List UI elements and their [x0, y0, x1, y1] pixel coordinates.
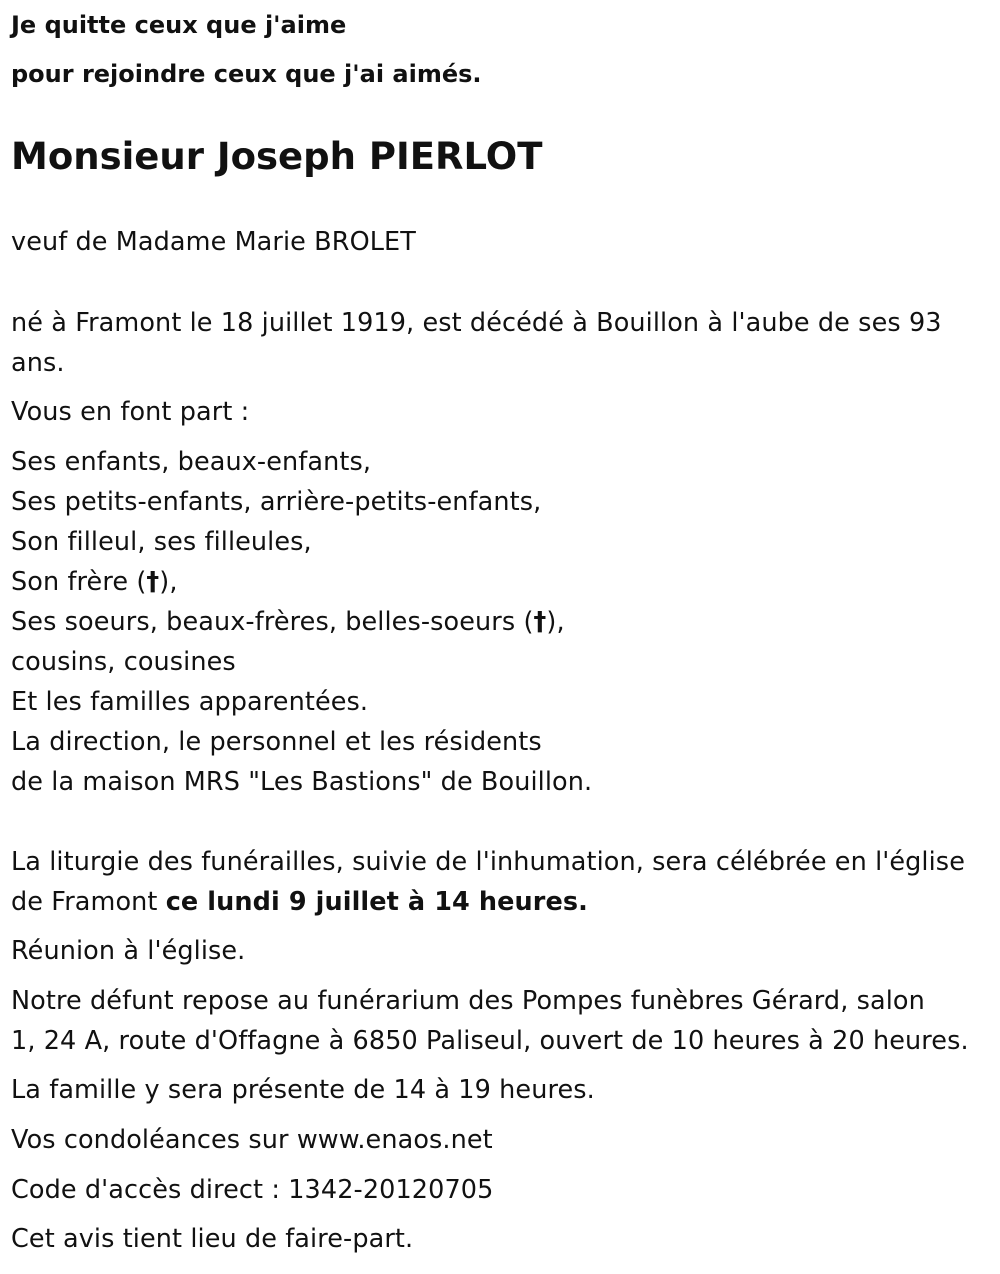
epigraph-line-1: Je quitte ceux que j'aime: [11, 11, 347, 39]
family-line: [11, 522, 592, 562]
family-line: [11, 602, 592, 642]
family-line: [11, 482, 592, 522]
family-line-text: de la maison MRS "Les Bastions" de Bouillon.: [11, 767, 593, 797]
funeral-line-1: La liturgie des funérailles, suivie de l'inhumation, sera célébrée en l'église: [11, 847, 965, 877]
family-line: [11, 722, 592, 762]
family-line-text: La direction, le personnel et les résidents: [11, 727, 542, 757]
deceased-name: Monsieur Joseph PIERLOT: [11, 135, 543, 178]
family-line: [11, 682, 592, 722]
funeral-date-time: ce lundi 9 juillet à 14 heures.: [165, 887, 588, 917]
spouse-line: veuf de Madame Marie BROLET: [11, 227, 416, 257]
epigraph-line-2: pour rejoindre ceux que j'ai aimés.: [11, 60, 482, 88]
announcement-intro: Vous en font part :: [11, 397, 250, 427]
family-line: [11, 642, 592, 682]
family-line: [11, 762, 592, 802]
birth-death-line-2: ans.: [11, 348, 65, 378]
family-line-text: Son filleul, ses filleules,: [11, 527, 312, 557]
funeral-line-2-prefix: de Framont: [11, 887, 166, 917]
family-line-text: Ses enfants, beaux-enfants,: [11, 447, 372, 477]
family-line-text: Son frère (: [11, 567, 147, 597]
access-code-line: Code d'accès direct : 1342-20120705: [11, 1175, 494, 1205]
family-presence-line: La famille y sera présente de 14 à 19 heures.: [11, 1075, 595, 1105]
funeral-line-2: [11, 882, 588, 922]
family-line-text: Et les familles apparentées.: [11, 687, 369, 717]
cross-icon: †: [533, 607, 547, 637]
family-line-text: Ses petits-enfants, arrière-petits-enfants,: [11, 487, 542, 517]
meeting-line: Réunion à l'église.: [11, 936, 246, 966]
family-line: [11, 562, 592, 602]
condolences-line: Vos condoléances sur www.enaos.net: [11, 1125, 493, 1155]
family-list: [11, 442, 592, 802]
family-line-text: Ses soeurs, beaux-frères, belles-soeurs (: [11, 607, 534, 637]
birth-death-line-1: né à Framont le 18 juillet 1919, est décédé à Bouillon à l'aube de ses 93: [11, 308, 942, 338]
family-line-suffix: ),: [546, 607, 565, 637]
cross-icon: †: [146, 567, 160, 597]
closing-line: Cet avis tient lieu de faire-part.: [11, 1224, 414, 1254]
family-line-text: cousins, cousines: [11, 647, 236, 677]
rest-line-2: 1, 24 A, route d'Offagne à 6850 Paliseul, ouvert de 10 heures à 20 heures.: [11, 1026, 969, 1056]
rest-line-1: Notre défunt repose au funérarium des Pompes funèbres Gérard, salon: [11, 986, 925, 1016]
family-line-suffix: ),: [159, 567, 178, 597]
family-line: [11, 442, 592, 482]
